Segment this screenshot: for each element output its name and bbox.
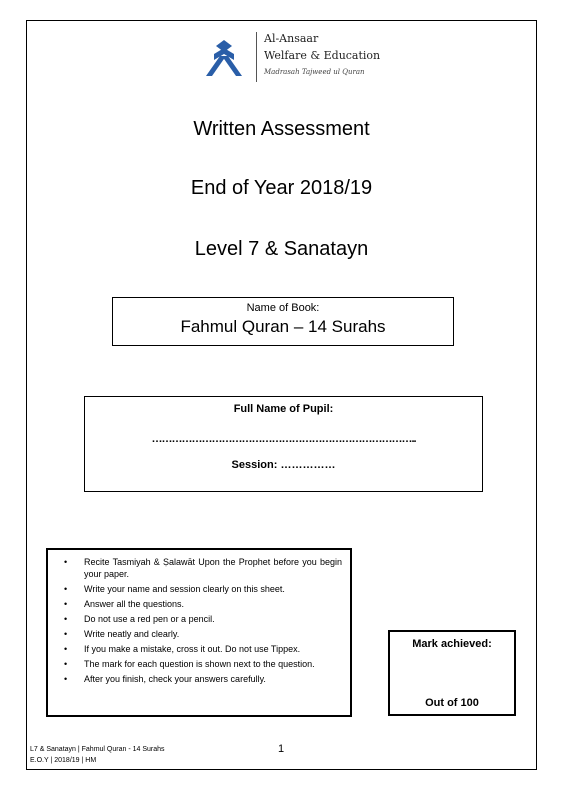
al-ansaar-logo-icon — [202, 36, 246, 80]
page-number: 1 — [278, 743, 285, 755]
instruction-text: Answer all the questions. — [84, 599, 185, 609]
bullet-icon: • — [64, 599, 68, 609]
instruction-item — [52, 598, 342, 610]
mark-out-of: Out of 100 — [425, 697, 479, 709]
pupil-name-label: Full Name of Pupil: — [233, 403, 334, 415]
instruction-item — [52, 673, 342, 685]
instruction-item — [52, 613, 342, 625]
assessment-level: Level 7 & Sanatayn — [194, 238, 369, 260]
bullet-icon: • — [64, 584, 68, 594]
bullet-icon: • — [64, 614, 68, 624]
pupil-name-field[interactable]: …………………………………………………………………….. — [151, 433, 416, 445]
instruction-item — [52, 643, 342, 655]
instruction-text: If you make a mistake, cross it out. Do not use Tippex. — [84, 644, 301, 654]
bullet-icon: • — [64, 644, 68, 654]
book-name: Fahmul Quran – 14 Surahs — [180, 317, 386, 336]
organization-name: Al-Ansaar — [264, 32, 319, 45]
instruction-text: Recite Tasmiyah & Ṣalawāt Upon the Prophet before you begin your paper. — [84, 557, 342, 579]
bullet-icon: • — [64, 629, 68, 639]
pupil-name-box — [84, 396, 483, 492]
instructions-box — [46, 548, 352, 717]
instruction-text: Write your name and session clearly on this sheet. — [84, 584, 285, 594]
footer-line-term: E.O.Y | 2018/19 | HM — [30, 757, 97, 764]
instructions-list — [52, 556, 342, 685]
bullet-icon: • — [64, 557, 68, 567]
logo-divider — [256, 32, 257, 82]
organization-logo — [202, 30, 382, 86]
instruction-item — [52, 556, 342, 580]
mark-achieved-box — [388, 630, 516, 716]
bullet-icon: • — [64, 659, 68, 669]
book-name-box — [112, 297, 454, 346]
assessment-term: End of Year 2018/19 — [190, 177, 373, 199]
book-label: Name of Book: — [246, 302, 320, 314]
bullet-icon: • — [64, 674, 68, 684]
instruction-text: The mark for each question is shown next to the question. — [84, 659, 315, 669]
instruction-item — [52, 658, 342, 670]
organization-subtitle: Welfare & Education — [264, 49, 381, 62]
mark-achieved-label: Mark achieved: — [412, 638, 492, 650]
organization-tagline: Madrasah Tajweed ul Quran — [264, 68, 365, 76]
footer-line-course: L7 & Sanatayn | Fahmul Quran - 14 Surahs — [30, 746, 165, 753]
instruction-text: Write neatly and clearly. — [84, 629, 180, 639]
instruction-item — [52, 628, 342, 640]
footer-info — [30, 744, 165, 766]
session-field[interactable]: Session: …………… — [231, 459, 336, 471]
instruction-text: After you finish, check your answers carefully. — [84, 674, 266, 684]
assessment-title: Written Assessment — [193, 118, 370, 140]
instruction-text: Do not use a red pen or a pencil. — [84, 614, 215, 624]
instruction-item — [52, 583, 342, 595]
